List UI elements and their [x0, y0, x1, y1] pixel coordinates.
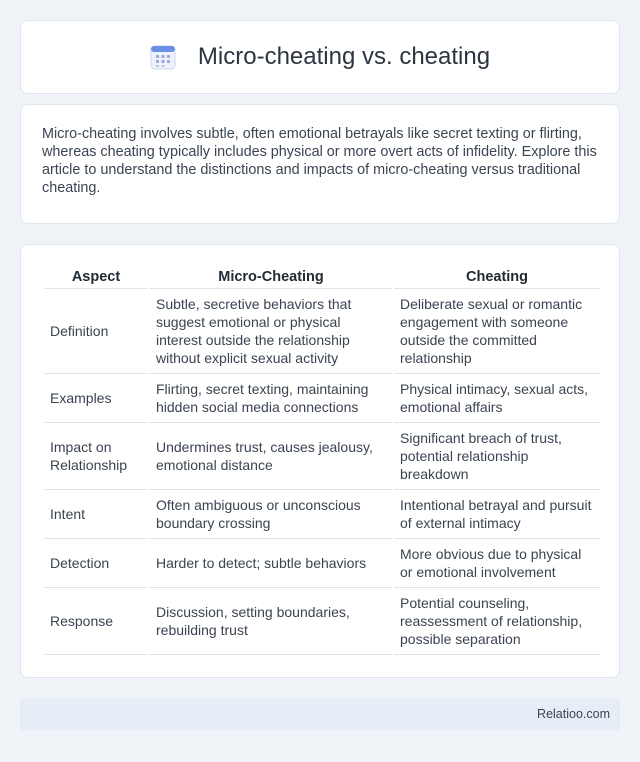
- footer: [20, 698, 620, 730]
- page-title: Micro-cheating vs. cheating: [197, 43, 491, 70]
- table-row: [44, 588, 600, 655]
- row-micro-cheating: Subtle, secretive behaviors that suggest emotional or physical interest outside the relationship without explicit sexual activity: [150, 289, 392, 374]
- table-header-row: [44, 265, 600, 289]
- calendar-icon: [150, 44, 176, 70]
- header-aspect: Aspect: [44, 265, 148, 289]
- row-cheating: More obvious due to physical or emotional involvement: [394, 539, 600, 588]
- row-cheating: Significant breach of trust, potential relationship breakdown: [394, 423, 600, 490]
- row-micro-cheating: Undermines trust, causes jealousy, emotional distance: [150, 423, 392, 490]
- row-aspect: Definition: [44, 289, 148, 374]
- table-row: [44, 289, 600, 374]
- row-aspect: Intent: [44, 490, 148, 539]
- header-micro-cheating: Micro-Cheating: [150, 265, 392, 289]
- row-micro-cheating: Often ambiguous or unconscious boundary crossing: [150, 490, 392, 539]
- row-cheating: Deliberate sexual or romantic engagement with someone outside the committed relationship: [394, 289, 600, 374]
- table-row: [44, 374, 600, 423]
- row-micro-cheating: Discussion, setting boundaries, rebuilding trust: [150, 588, 392, 655]
- row-aspect: Examples: [44, 374, 148, 423]
- row-micro-cheating: Harder to detect; subtle behaviors: [150, 539, 392, 588]
- intro-text: Micro-cheating involves subtle, often emotional betrayals like secret texting or flirting, whereas cheating typically includes physical or more overt acts of infidelity. Explore this article to understand the distinctions and impacts of micro-cheating versus traditional cheating.: [42, 126, 597, 196]
- row-cheating: Potential counseling, reassessment of relationship, possible separation: [394, 588, 600, 655]
- footer-brand[interactable]: Relatioo.com: [537, 707, 610, 721]
- table-row: [44, 423, 600, 490]
- row-aspect: Response: [44, 588, 148, 655]
- comparison-card: [20, 244, 620, 678]
- row-cheating: Intentional betrayal and pursuit of external intimacy: [394, 490, 600, 539]
- row-aspect: Detection: [44, 539, 148, 588]
- table-row: [44, 490, 600, 539]
- row-aspect: Impact on Relationship: [44, 423, 148, 490]
- table-row: [44, 539, 600, 588]
- title-card: [20, 20, 620, 94]
- header-cheating: Cheating: [394, 265, 600, 289]
- comparison-table: [42, 265, 602, 655]
- row-micro-cheating: Flirting, secret texting, maintaining hidden social media connections: [150, 374, 392, 423]
- intro-card: [20, 104, 620, 224]
- row-cheating: Physical intimacy, sexual acts, emotional affairs: [394, 374, 600, 423]
